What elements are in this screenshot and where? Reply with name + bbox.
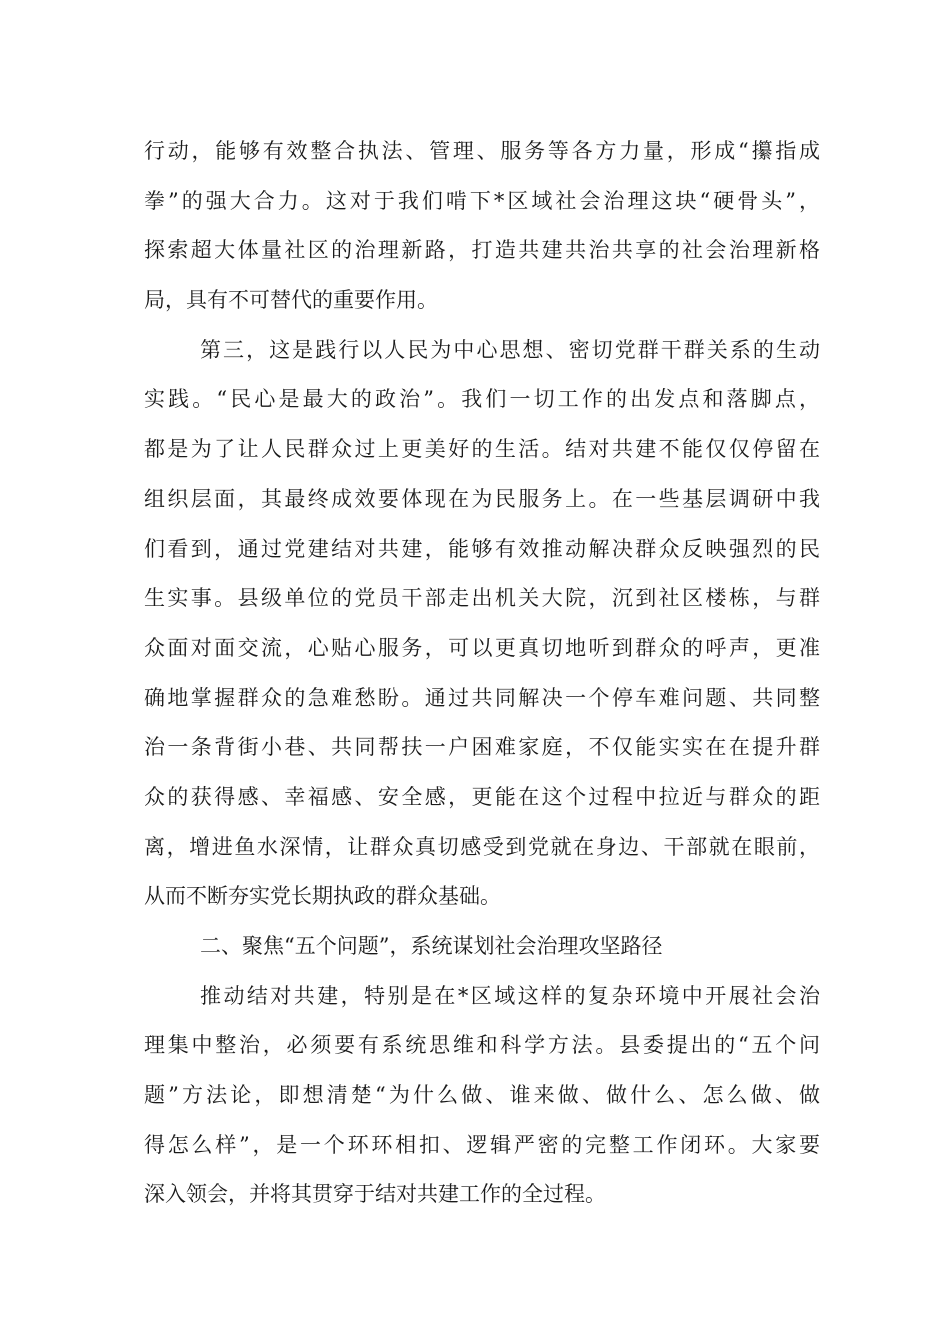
text-line: 都是为了让人民群众过上更美好的生活。结对共建不能仅仅停留在 (144, 437, 820, 462)
text-line: 众面对面交流，心贴心服务，可以更真切地听到群众的呼声，更准 (144, 635, 820, 660)
text-line: 得怎么样”，是一个环环相扣、逻辑严密的完整工作闭环。大家要 (144, 1132, 820, 1157)
text-line: 确地掌握群众的急难愁盼。通过共同解决一个停车难问题、共同整 (144, 685, 820, 710)
paragraph-third-point (144, 326, 820, 922)
text-line: 治一条背街小巷、共同帮扶一户困难家庭，不仅能实实在在提升群 (144, 735, 820, 760)
text-line: 们看到，通过党建结对共建，能够有效推动解决群众反映强烈的民 (144, 536, 820, 561)
text-line: 推动结对共建，特别是在*区域这样的复杂环境中开展社会治 (200, 983, 820, 1008)
paragraph-continuation (144, 127, 820, 326)
text-line: 局，具有不可替代的重要作用。 (144, 288, 438, 313)
text-line: 第三，这是践行以人民为中心思想、密切党群干群关系的生动 (200, 337, 820, 362)
document-body (144, 127, 820, 1220)
section-heading-text: 二、聚焦“五个问题”，系统谋划社会治理攻坚路径 (200, 934, 663, 958)
text-line: 深入领会，并将其贯穿于结对共建工作的全过程。 (144, 1182, 606, 1207)
text-line: 理集中整治，必须要有系统思维和科学方法。县委提出的“五个问 (144, 1033, 820, 1058)
section-heading (144, 922, 820, 972)
text-line: 探索超大体量社区的治理新路，打造共建共治共享的社会治理新格 (144, 238, 820, 263)
text-line: 实践。“民心是最大的政治”。我们一切工作的出发点和落脚点， (144, 387, 820, 412)
text-line: 拳”的强大合力。这对于我们啃下*区域社会治理这块“硬骨头”， (144, 188, 820, 213)
text-line: 从而不断夯实党长期执政的群众基础。 (144, 884, 501, 909)
text-line: 题”方法论，即想清楚“为什么做、谁来做、做什么、怎么做、做 (144, 1083, 820, 1108)
text-line: 行动，能够有效整合执法、管理、服务等各方力量，形成“攥指成 (144, 139, 820, 163)
text-line: 生实事。县级单位的党员干部走出机关大院，沉到社区楼栋，与群 (144, 586, 820, 611)
text-line: 组织层面，其最终成效要体现在为民服务上。在一些基层调研中我 (144, 486, 820, 511)
text-line: 众的获得感、幸福感、安全感，更能在这个过程中拉近与群众的距 (144, 784, 820, 809)
paragraph-five-questions (144, 972, 820, 1220)
text-line: 离，增进鱼水深情，让群众真切感受到党就在身边、干部就在眼前， (144, 834, 820, 859)
